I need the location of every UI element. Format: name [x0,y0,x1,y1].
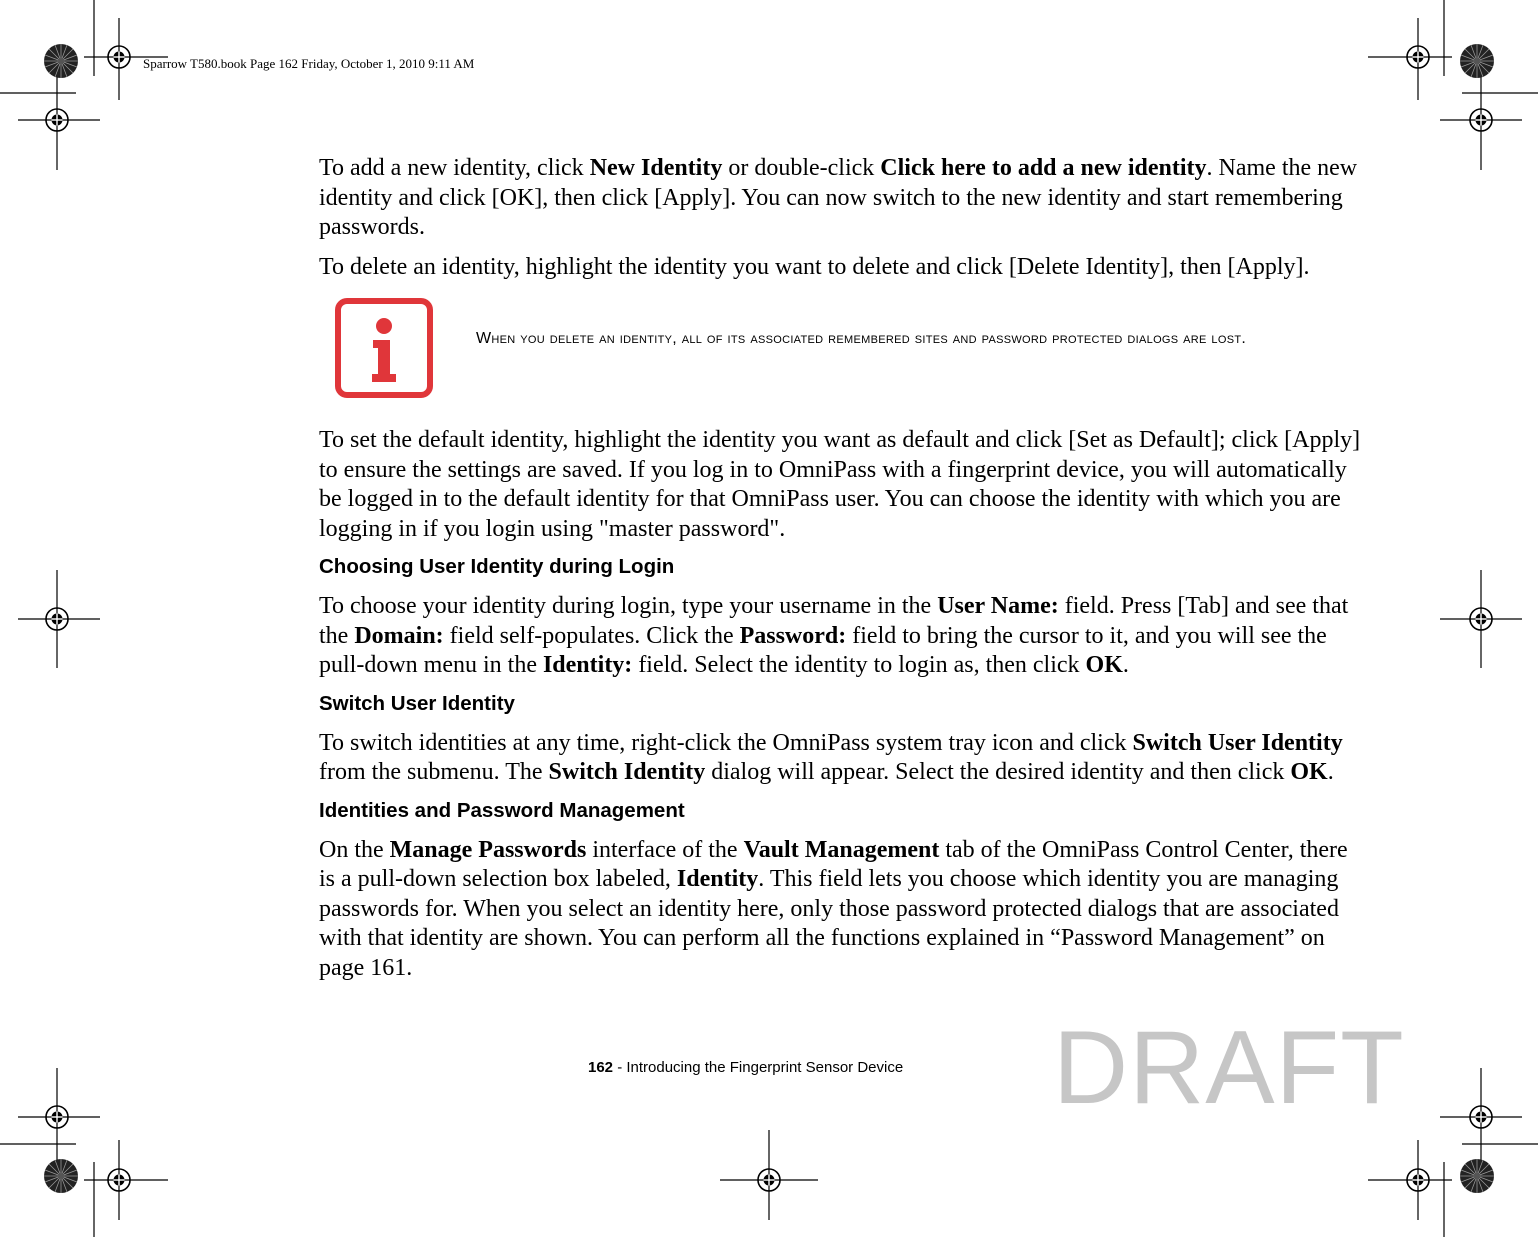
bold-term: OK [1290,759,1328,785]
text-run: To add a new identity, click [319,155,590,181]
print-header: Sparrow T580.book Page 162 Friday, October 1, 2010 9:11 AM [143,56,475,71]
footer-title: - Introducing the Fingerprint Sensor Device [613,1059,904,1076]
default-identity-paragraph: To set the default identity, highlight the identity you want as default and click [Set as Default]; click [Apply] to ensure the settings are saved. If you log in to OmniPass with a fingerprint device, you will automatically be logged in to the default identity for that OmniPass user. You can choose the identity with which you are logging in if you login using "master password". [319,427,1361,542]
bold-term: Vault Management [743,836,940,863]
text-run: field. Press [Tab] and see that the [319,593,1349,649]
note-box [319,298,1369,414]
text-run: from the submenu. The [319,759,549,785]
text-run: field. Select the identity to login as, then click [632,652,1086,678]
text-run: or double-click [722,155,881,181]
text-run: field self-populates. Click the [443,622,740,649]
bold-term: Domain: [354,622,444,649]
add-identity-paragraph [319,154,1369,243]
bold-term: Identity: [542,652,633,678]
bold-term: New Identity [589,155,723,181]
choosing-identity-paragraph [319,592,1369,681]
bold-term: Manage Passwords [389,836,587,863]
page-number: 162 [588,1059,614,1076]
text-run: interface of the [586,836,744,863]
bold-term: User Name: [937,593,1059,619]
text-run: . This field lets you choose which identity you are managing passwords for. When you select an identity here, only those password protected dialogs that are associated with that identity are shown. You can perform all the functions explained in “Password Management” on page 161. [319,866,1339,981]
text-run: . Name the new identity and click [OK], then click [Apply]. You can now switch to the new identity and start remembering passwords. [319,155,1358,240]
bold-term: Switch User Identity [1132,729,1343,756]
page-content [319,154,1369,993]
section-heading-choosing-identity: Choosing User Identity during Login [319,555,675,578]
text-run: field to bring the cursor to it, and you will see the pull-down menu in the [319,622,1327,678]
page-footer [588,1059,903,1076]
text-run: To switch identities at any time, right-click the OmniPass system tray icon and click [319,729,1133,756]
text-run: . [1327,759,1334,785]
text-run: . [1122,652,1129,678]
delete-identity-paragraph: To delete an identity, highlight the identity you want to delete and click [Delete Identity], then [Apply]. [319,253,1310,280]
info-icon [335,298,433,398]
text-run: tab of the OmniPass Control Center, there is a pull-down selection box labeled, [319,836,1348,892]
text-run: On the [319,836,390,863]
switch-identity-paragraph [319,729,1369,788]
section-heading-identities-passwords: Identities and Password Management [319,798,685,822]
note-text: When you delete an identity, all of its associated remembered sites and password protected dialogs are lost. [476,330,1247,347]
identities-paragraph [319,836,1369,984]
bold-term: Identity [676,866,759,892]
bold-term: Password: [739,622,847,649]
draft-watermark: DRAFT [1053,1010,1405,1126]
bold-term: OK [1085,652,1123,678]
text-run: dialog will appear. Select the desired identity and then click [705,759,1291,785]
text-run: To choose your identity during login, type your username in the [319,593,938,619]
section-heading-switch-identity: Switch User Identity [319,691,515,715]
bold-term: Click here to add a new identity [880,155,1207,181]
bold-term: Switch Identity [548,759,706,785]
